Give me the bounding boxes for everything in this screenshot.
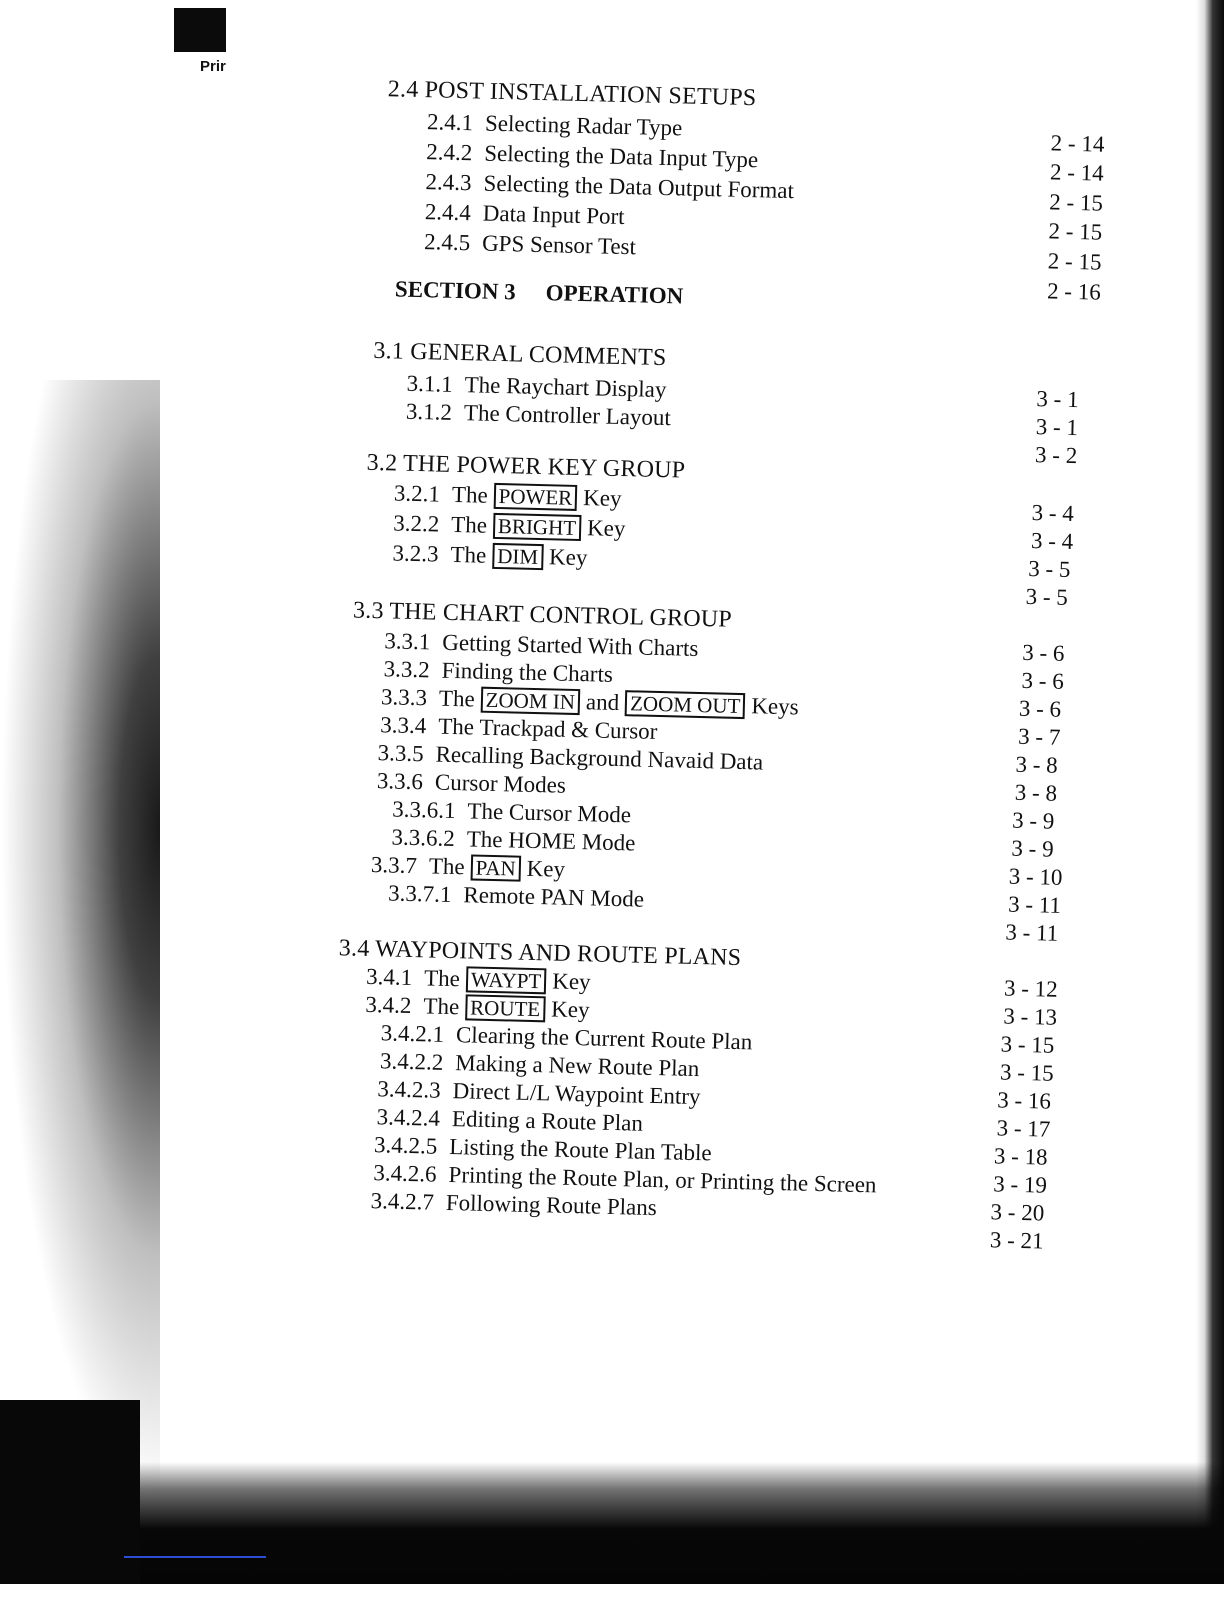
- toc-entry-number: 3.4.2: [365, 991, 412, 1019]
- toc-page-ref: 2 - 15: [1048, 218, 1103, 245]
- toc-entry-number: 3.4.1: [365, 963, 413, 991]
- section-heading: [395, 276, 684, 309]
- toc-entry[interactable]: [392, 797, 631, 829]
- toc-page-ref: 3 - 4: [1030, 528, 1074, 555]
- toc-entry-title: The Cursor Mode: [467, 798, 632, 828]
- toc-entry-title: Getting Started With Charts: [442, 629, 699, 661]
- toc-entry-title: Listing the Route Plan Table: [448, 1134, 712, 1166]
- toc-entry-mid: and: [585, 689, 620, 716]
- zoom-out-key-label: ZOOM OUT: [625, 690, 746, 719]
- waypt-key-label: WAYPT: [466, 966, 547, 994]
- toc-entry-post: Key: [582, 485, 622, 512]
- toc-entry[interactable]: [380, 712, 658, 745]
- toc-page-ref: 3 - 7: [1017, 723, 1061, 750]
- toc-heading: 3.1 GENERAL COMMENTS: [373, 337, 667, 372]
- toc-entry-number: 2.4.3: [425, 169, 472, 196]
- toc-entry-number: 3.4.2.6: [373, 1160, 437, 1187]
- pan-key-label: PAN: [470, 854, 521, 881]
- toc-entry-pre: The: [450, 541, 487, 568]
- toc-entry-number: 3.3.6.2: [391, 824, 456, 852]
- toc-entry-post: Key: [551, 968, 591, 995]
- toc-entry-pre: The: [423, 965, 461, 992]
- toc-entry-number: 2.4.5: [423, 229, 471, 256]
- section-title: OPERATION: [545, 280, 684, 309]
- toc-page-ref: 3 - 1: [1035, 414, 1079, 441]
- toc-page-ref: 3 - 8: [1015, 751, 1059, 778]
- toc-page-ref: 3 - 1: [1036, 386, 1079, 413]
- toc-entry-post: Key: [586, 515, 626, 542]
- toc-page-ref: 3 - 10: [1008, 863, 1063, 890]
- toc-entry-number: 2.4.2: [426, 139, 473, 166]
- toc-entry-pre: The: [451, 481, 489, 508]
- toc-entry[interactable]: [383, 656, 613, 688]
- toc-heading: 3.3 THE CHART CONTROL GROUP: [352, 597, 733, 633]
- toc-entry[interactable]: [377, 768, 567, 799]
- toc-entry[interactable]: [392, 540, 588, 571]
- toc-page-ref: 3 - 11: [1005, 919, 1059, 946]
- dim-key-label: DIM: [492, 543, 543, 570]
- toc-page-ref: 3 - 21: [989, 1227, 1044, 1254]
- toc-entry-number: 2.4.1: [426, 109, 474, 136]
- toc-entry-number: 3.3.7.1: [387, 880, 452, 907]
- section-label: SECTION 3: [394, 276, 517, 305]
- toc-page-ref: 2 - 16: [1046, 278, 1102, 305]
- toc-page-ref: 3 - 15: [999, 1059, 1054, 1086]
- toc-entry-number: 3.4.2.2: [379, 1048, 444, 1075]
- toc-entry[interactable]: [426, 139, 758, 173]
- toc-entry-title: Following Route Plans: [445, 1189, 658, 1221]
- toc-entry[interactable]: [394, 480, 622, 512]
- toc-entry-title: Clearing the Current Route Plan: [455, 1022, 753, 1055]
- toc-page-ref: 3 - 5: [1025, 583, 1069, 610]
- toc-page-ref: 3 - 20: [990, 1199, 1045, 1226]
- toc-page-ref: 3 - 2: [1034, 442, 1078, 469]
- toc-entry-title: Direct L/L Waypoint Entry: [452, 1078, 701, 1110]
- toc-entry-number: 3.3.6: [376, 768, 424, 795]
- toc-entry[interactable]: [366, 964, 591, 995]
- toc-entry-number: 3.3.1: [384, 628, 431, 655]
- toc-entry-title: GPS Sensor Test: [481, 230, 637, 260]
- toc-entry-number: 3.4.2.4: [376, 1104, 441, 1131]
- toc-entry-number: 3.2.1: [393, 480, 441, 507]
- toc-entry[interactable]: [370, 1188, 657, 1221]
- toc-page-ref: 3 - 19: [992, 1171, 1048, 1198]
- toc-entry-title: Remote PAN Mode: [463, 882, 645, 912]
- toc-page-ref: 2 - 14: [1050, 130, 1105, 157]
- toc-entry-title: Finding the Charts: [441, 657, 614, 687]
- toc-entry-title: Selecting Radar Type: [484, 110, 683, 141]
- toc-entry[interactable]: [388, 880, 644, 912]
- toc-entry-post: Key: [550, 996, 590, 1023]
- toc-page-ref: 3 - 6: [1021, 639, 1065, 666]
- toc-entry-title: Cursor Modes: [434, 769, 567, 798]
- toc-entry-number: 3.3.2: [383, 656, 430, 683]
- toc-page-ref: 3 - 13: [1003, 1003, 1058, 1030]
- toc-entry[interactable]: [425, 169, 794, 204]
- toc-page-ref: 3 - 4: [1031, 500, 1075, 527]
- toc-page-ref: 2 - 14: [1049, 159, 1104, 186]
- toc-entry-number: 3.1.1: [406, 370, 453, 397]
- toc-entry[interactable]: [365, 992, 590, 1023]
- toc-page-ref: 3 - 18: [993, 1143, 1048, 1170]
- toc-entry-pre: The: [423, 993, 460, 1020]
- toc-entry-post: Key: [548, 544, 588, 571]
- toc-entry-number: 3.4.2.1: [380, 1020, 445, 1047]
- toc-entry[interactable]: [376, 1104, 643, 1136]
- corner-tab-label: Prir: [200, 58, 226, 75]
- toc-page-ref: 2 - 15: [1048, 189, 1104, 216]
- toc-entry[interactable]: [425, 199, 625, 230]
- toc-entry-number: 3.3.4: [380, 712, 427, 739]
- toc-page-ref: 3 - 5: [1028, 555, 1071, 583]
- toc-entry-number: 3.3.5: [377, 740, 424, 767]
- toc-entry[interactable]: [406, 399, 672, 431]
- toc-heading: 2.4 POST INSTALLATION SETUPS: [387, 76, 757, 112]
- toc-page-ref: 3 - 16: [997, 1087, 1052, 1114]
- toc-page-ref: 3 - 17: [996, 1115, 1051, 1142]
- toc-entry-title: The Controller Layout: [463, 400, 672, 431]
- power-key-label: POWER: [493, 483, 577, 511]
- toc-heading: 3.2 THE POWER KEY GROUP: [366, 449, 686, 484]
- toc-entry[interactable]: [427, 109, 683, 141]
- toc-entry[interactable]: [371, 852, 566, 883]
- toc-entry-title: Making a New Route Plan: [455, 1050, 700, 1082]
- toc-heading: 3.4 WAYPOINTS AND ROUTE PLANS: [338, 935, 742, 972]
- bright-key-label: BRIGHT: [493, 513, 582, 541]
- toc-entry-pre: The: [438, 685, 476, 712]
- toc-page-ref: 3 - 6: [1021, 667, 1065, 694]
- toc-entry-title: Selecting the Data Input Type: [484, 140, 759, 173]
- toc-entry-title: Data Input Port: [482, 200, 625, 230]
- toc-entry-post: Key: [526, 855, 566, 882]
- toc-entry-number: 3.1.2: [405, 398, 453, 425]
- toc-entry-number: 3.3.6.1: [391, 796, 456, 824]
- toc-entry[interactable]: [393, 510, 626, 542]
- toc-entry-title: Selecting the Data Output Format: [483, 170, 795, 204]
- toc-page-ref: 3 - 12: [1003, 975, 1059, 1002]
- toc-page-ref: 3 - 15: [1000, 1031, 1055, 1058]
- toc-page-ref: 2 - 15: [1047, 248, 1102, 275]
- toc-page-ref: 3 - 9: [1011, 835, 1054, 862]
- toc-entry-title: The HOME Mode: [466, 826, 636, 856]
- toc-page-ref: 3 - 11: [1007, 891, 1062, 918]
- zoom-in-key-label: ZOOM IN: [480, 687, 580, 715]
- toc-entry-title: Editing a Route Plan: [451, 1106, 644, 1136]
- toc-entry-number: 3.2.3: [392, 540, 439, 567]
- toc-entry-number: 3.3.7: [370, 852, 418, 879]
- toc-entry-number: 3.4.2.3: [377, 1076, 441, 1103]
- toc-entry[interactable]: [406, 371, 666, 403]
- toc-entry-pre: The: [450, 511, 488, 538]
- toc-entry-number: 2.4.4: [424, 199, 472, 226]
- toc-entry-number: 3.2.2: [392, 510, 440, 537]
- toc-entry-title: The Raychart Display: [464, 372, 667, 403]
- toc-entry[interactable]: [391, 825, 635, 857]
- toc-page-ref: 3 - 9: [1011, 807, 1055, 834]
- toc-entry[interactable]: [424, 229, 636, 260]
- toc-entry-title: The Trackpad & Cursor: [438, 713, 658, 744]
- toc-entry-title: Printing the Route Plan, or Printing the Screen: [448, 1162, 877, 1198]
- toc-page-ref: 3 - 8: [1014, 779, 1058, 806]
- toc-entry-number: 3.3.3: [380, 684, 428, 711]
- toc-entry-post: Keys: [751, 693, 799, 720]
- toc-entry-number: 3.4.2.7: [370, 1188, 435, 1215]
- toc-entry-pre: The: [428, 853, 465, 880]
- route-key-label: ROUTE: [465, 994, 546, 1022]
- toc-entry-number: 3.4.2.5: [373, 1132, 438, 1159]
- toc-page-ref: 3 - 6: [1018, 695, 1062, 722]
- toc-entry-title: Recalling Background Navaid Data: [435, 741, 764, 775]
